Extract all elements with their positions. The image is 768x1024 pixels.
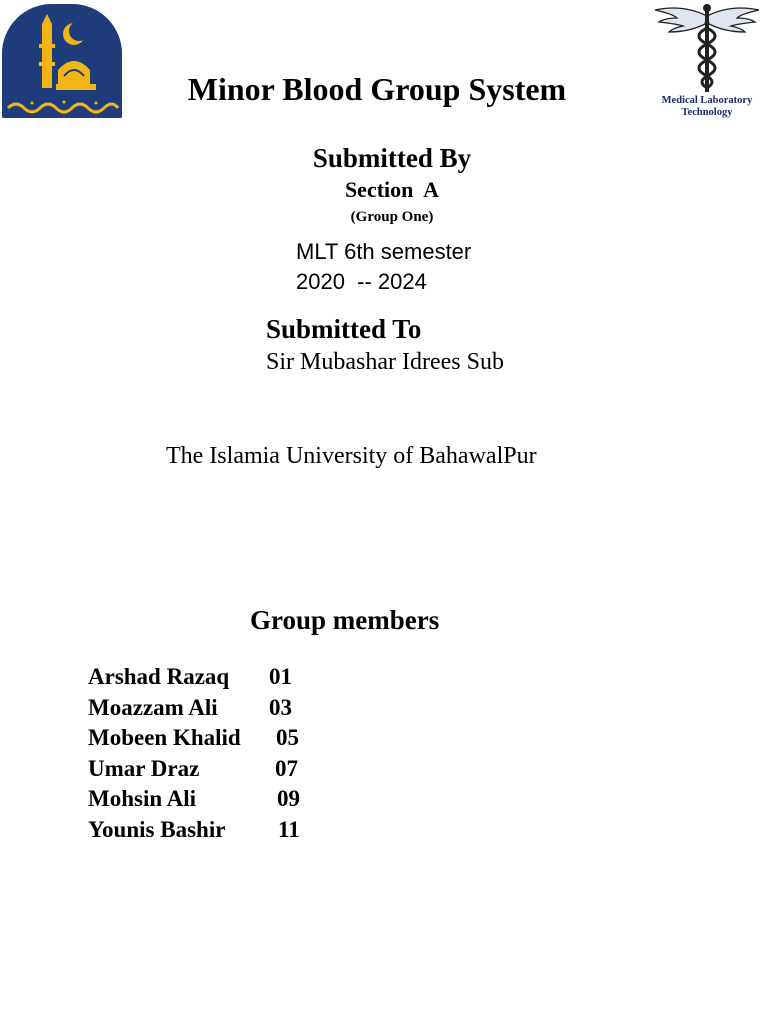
- member-row: [88, 662, 408, 693]
- member-name: Mohsin Ali: [88, 786, 197, 812]
- document-title: Minor Blood Group System: [187, 71, 567, 107]
- supervisor-name: Sir Mubashar Idrees Sub: [266, 349, 504, 375]
- member-number: 03: [269, 694, 292, 720]
- submitted-to-heading: Submitted To: [266, 314, 422, 344]
- member-number: 05: [276, 725, 299, 751]
- submitted-by-heading: Submitted By: [312, 143, 472, 173]
- member-number: 01: [269, 664, 292, 689]
- member-row: [88, 754, 408, 785]
- member-number: 07: [275, 755, 298, 781]
- members-list: [88, 662, 408, 846]
- session-years: 2020 -- 2024: [296, 269, 427, 294]
- members-heading: Group members: [250, 605, 440, 635]
- member-name: Arshad Razaq: [88, 664, 230, 689]
- member-name: Umar Draz: [88, 755, 200, 781]
- member-number: 11: [278, 816, 300, 842]
- member-number: 09: [277, 786, 300, 812]
- semester-text: MLT 6th semester: [296, 239, 472, 264]
- section-label: Section A: [344, 177, 440, 202]
- member-row: [88, 815, 408, 846]
- mlt-logo-line2: Technology: [681, 107, 733, 118]
- member-row: [88, 784, 408, 815]
- member-name: Moazzam Ali: [88, 694, 218, 720]
- member-name: Mobeen Khalid: [88, 725, 241, 751]
- university-name: The Islamia University of BahawalPur: [166, 443, 537, 469]
- group-label: (Group One): [350, 209, 434, 225]
- member-row: [88, 693, 408, 724]
- mlt-logo-line1: Medical Laboratory: [661, 95, 753, 106]
- member-name: Younis Bashir: [88, 816, 226, 842]
- member-row: [88, 723, 408, 754]
